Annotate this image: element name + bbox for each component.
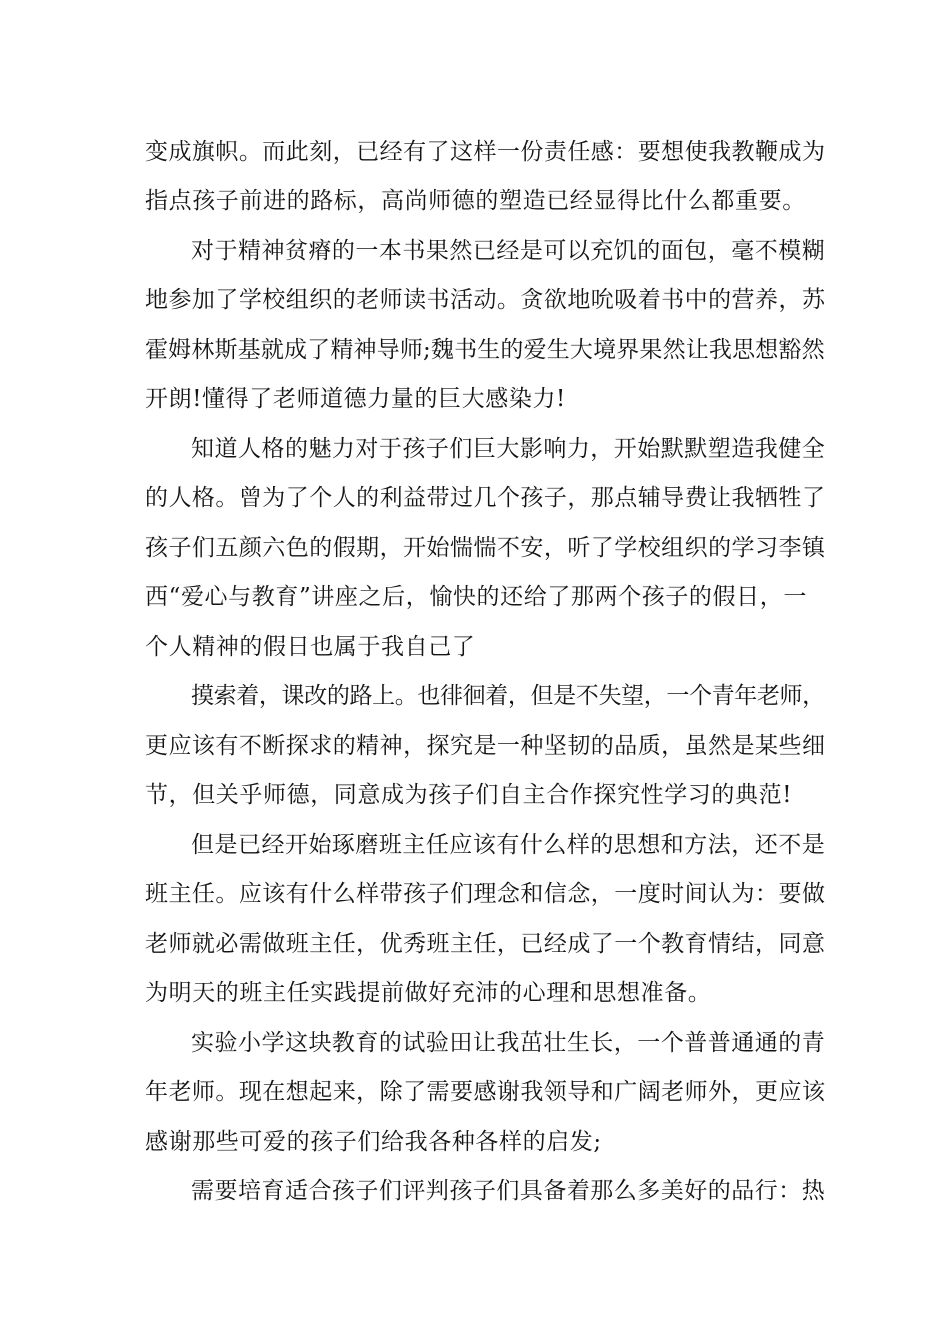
text-line: 西“爱心与教育”讲座之后，愉快的还给了那两个孩子的假日，一 bbox=[145, 584, 807, 610]
paragraph-start-line: 对于精神贫瘠的一本书果然已经是可以充饥的面包，毫不模糊 bbox=[191, 238, 826, 264]
text-line: 为明天的班主任实践提前做好充沛的心理和思想准备。 bbox=[145, 980, 712, 1006]
paragraph-start-line: 需要培育适合孩子们评判孩子们具备着那么多美好的品行：热 bbox=[191, 1178, 826, 1204]
text-line: 变成旗帜。而此刻，已经有了这样一份责任感：要想使我教鞭成为 bbox=[145, 139, 826, 165]
text-line: 的人格。曾为了个人的利益带过几个孩子，那点辅导费让我牺牲了 bbox=[145, 485, 826, 511]
text-line: 地参加了学校组织的老师读书活动。贪欲地吮吸着书中的营养，苏 bbox=[145, 287, 826, 313]
text-line: 个人精神的假日也属于我自己了 bbox=[145, 634, 476, 660]
text-line: 年老师。现在想起来，除了需要感谢我领导和广阔老师外，更应该 bbox=[145, 1079, 826, 1105]
text-line: 开朗!懂得了老师道德力量的巨大感染力! bbox=[145, 386, 566, 412]
text-line: 指点孩子前进的路标，高尚师德的塑造已经显得比什么都重要。 bbox=[145, 188, 806, 214]
text-line: 感谢那些可爱的孩子们给我各种各样的启发; bbox=[145, 1129, 602, 1155]
paragraph-start-line: 摸索着，课改的路上。也徘徊着，但是不失望，一个青年老师， bbox=[191, 683, 825, 709]
text-line: 节，但关乎师德，同意成为孩子们自主合作探究性学习的典范! bbox=[145, 782, 793, 808]
text-line: 班主任。应该有什么样带孩子们理念和信念，一度时间认为：要做 bbox=[145, 881, 826, 907]
text-line: 老师就必需做班主任，优秀班主任，已经成了一个教育情结，同意 bbox=[145, 931, 826, 957]
text-line: 更应该有不断探求的精神，探究是一种坚韧的品质，虽然是某些细 bbox=[145, 733, 826, 759]
text-line: 霍姆林斯基就成了精神导师;魏书生的爱生大境界果然让我思想豁然 bbox=[145, 337, 825, 363]
text-line: 孩子们五颜六色的假期，开始惴惴不安，听了学校组织的学习李镇 bbox=[145, 535, 826, 561]
paragraph-start-line: 实验小学这块教育的试验田让我茁壮生长，一个普普通通的青 bbox=[191, 1030, 826, 1056]
paragraph-start-line: 知道人格的魅力对于孩子们巨大影响力，开始默默塑造我健全 bbox=[191, 436, 826, 462]
paragraph-start-line: 但是已经开始琢磨班主任应该有什么样的思想和方法，还不是 bbox=[191, 832, 826, 858]
